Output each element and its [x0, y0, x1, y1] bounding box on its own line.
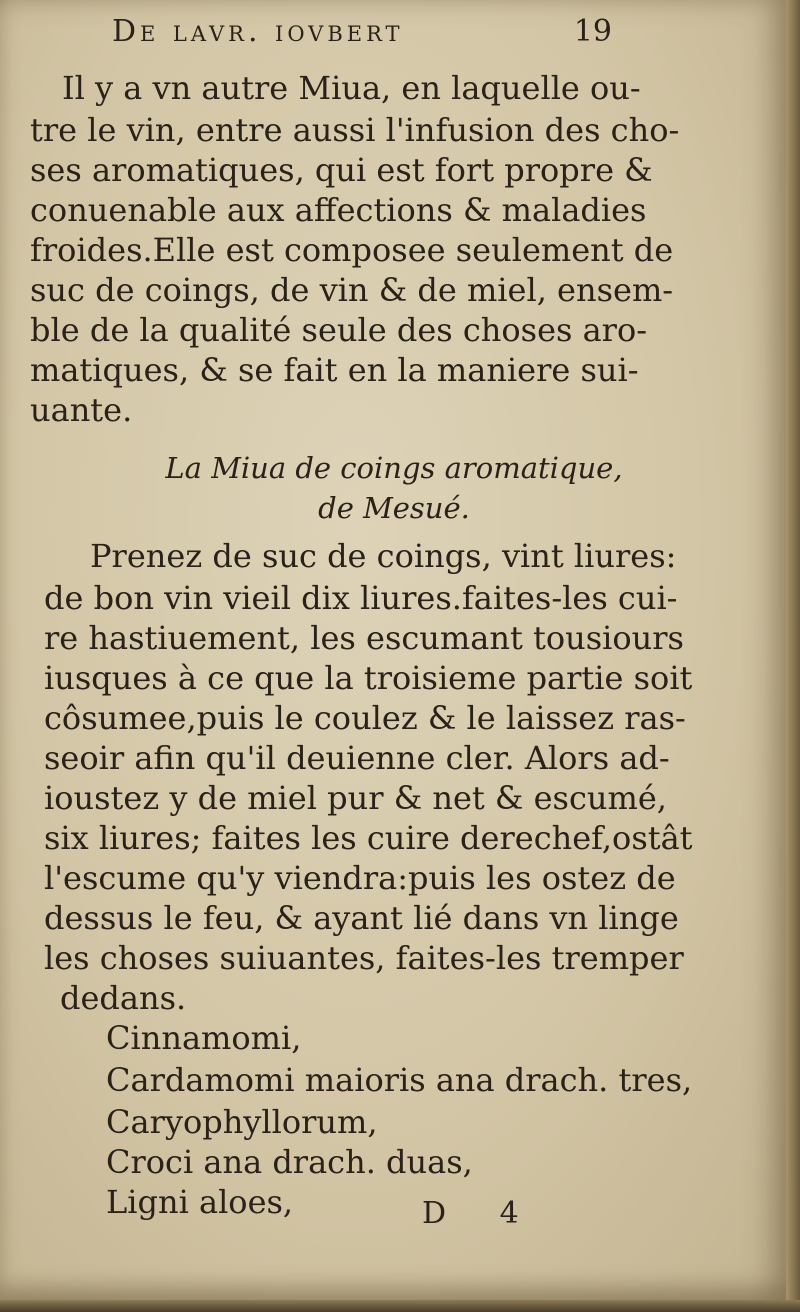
- text-line: conuenable aux affections & maladies: [30, 191, 647, 229]
- ingredient-item: Caryophyllorum,: [106, 1103, 378, 1141]
- ingredient-item: Cinnamomi,: [106, 1019, 302, 1057]
- page-edge-bottom: [0, 1300, 800, 1312]
- text-line: dedans.: [60, 979, 187, 1017]
- text-line: ble de la qualité seule des choses aro-: [30, 311, 648, 349]
- running-header: [112, 14, 612, 49]
- text-line: côsumee,puis le coulez & le laissez ras-: [44, 699, 686, 737]
- text-line: ses aromatiques, qui est fort propre &: [30, 151, 653, 189]
- page-number: 19: [573, 14, 612, 49]
- text-line: froides.Elle est composee seulement de: [30, 231, 674, 269]
- text-line: suc de coings, de vin & de miel, ensem-: [30, 271, 674, 309]
- text-line: de bon vin vieil dix liures.faites-les cui-: [44, 579, 678, 617]
- recipe-heading-line-1: La Miua de coings aromatique,: [165, 451, 623, 485]
- page-edge-right: [786, 0, 800, 1312]
- recipe-heading-line-2: de Mesué.: [318, 491, 470, 525]
- text-line: seoir afin qu'il deuienne cler. Alors ad-: [44, 739, 670, 777]
- text-line: l'escume qu'y viendra:puis les ostez de: [44, 859, 676, 897]
- text-line: ioustez y de miel pur & net & escumé,: [44, 779, 667, 817]
- text-line: uante.: [30, 391, 133, 429]
- text-line: Prenez de suc de coings, vint liures:: [90, 537, 677, 575]
- text-line: les choses suiuantes, faites-les tremper: [44, 939, 684, 977]
- text-line: Il y a vn autre Miua, en laquelle ou-: [62, 69, 641, 107]
- ingredient-item: Cardamomi maioris ana drach. tres,: [106, 1061, 693, 1099]
- text-line: six liures; faites les cuire derechef,ostât: [44, 819, 693, 857]
- ingredient-item: Croci ana drach. duas,: [106, 1143, 473, 1181]
- text-line: dessus le feu, & ayant lié dans vn linge: [44, 899, 679, 937]
- ingredient-item: Ligni aloes,: [106, 1183, 294, 1221]
- running-title: De lavr. iovbert: [112, 14, 404, 49]
- signature-mark: D 4: [422, 1196, 541, 1231]
- text-line: tre le vin, entre aussi l'infusion des cho-: [30, 111, 680, 149]
- text-line: re hastiuement, les escumant tousiours: [44, 619, 684, 657]
- text-line: iusques à ce que la troisieme partie soit: [44, 659, 693, 697]
- text-line: matiques, & se fait en la maniere sui-: [30, 351, 639, 389]
